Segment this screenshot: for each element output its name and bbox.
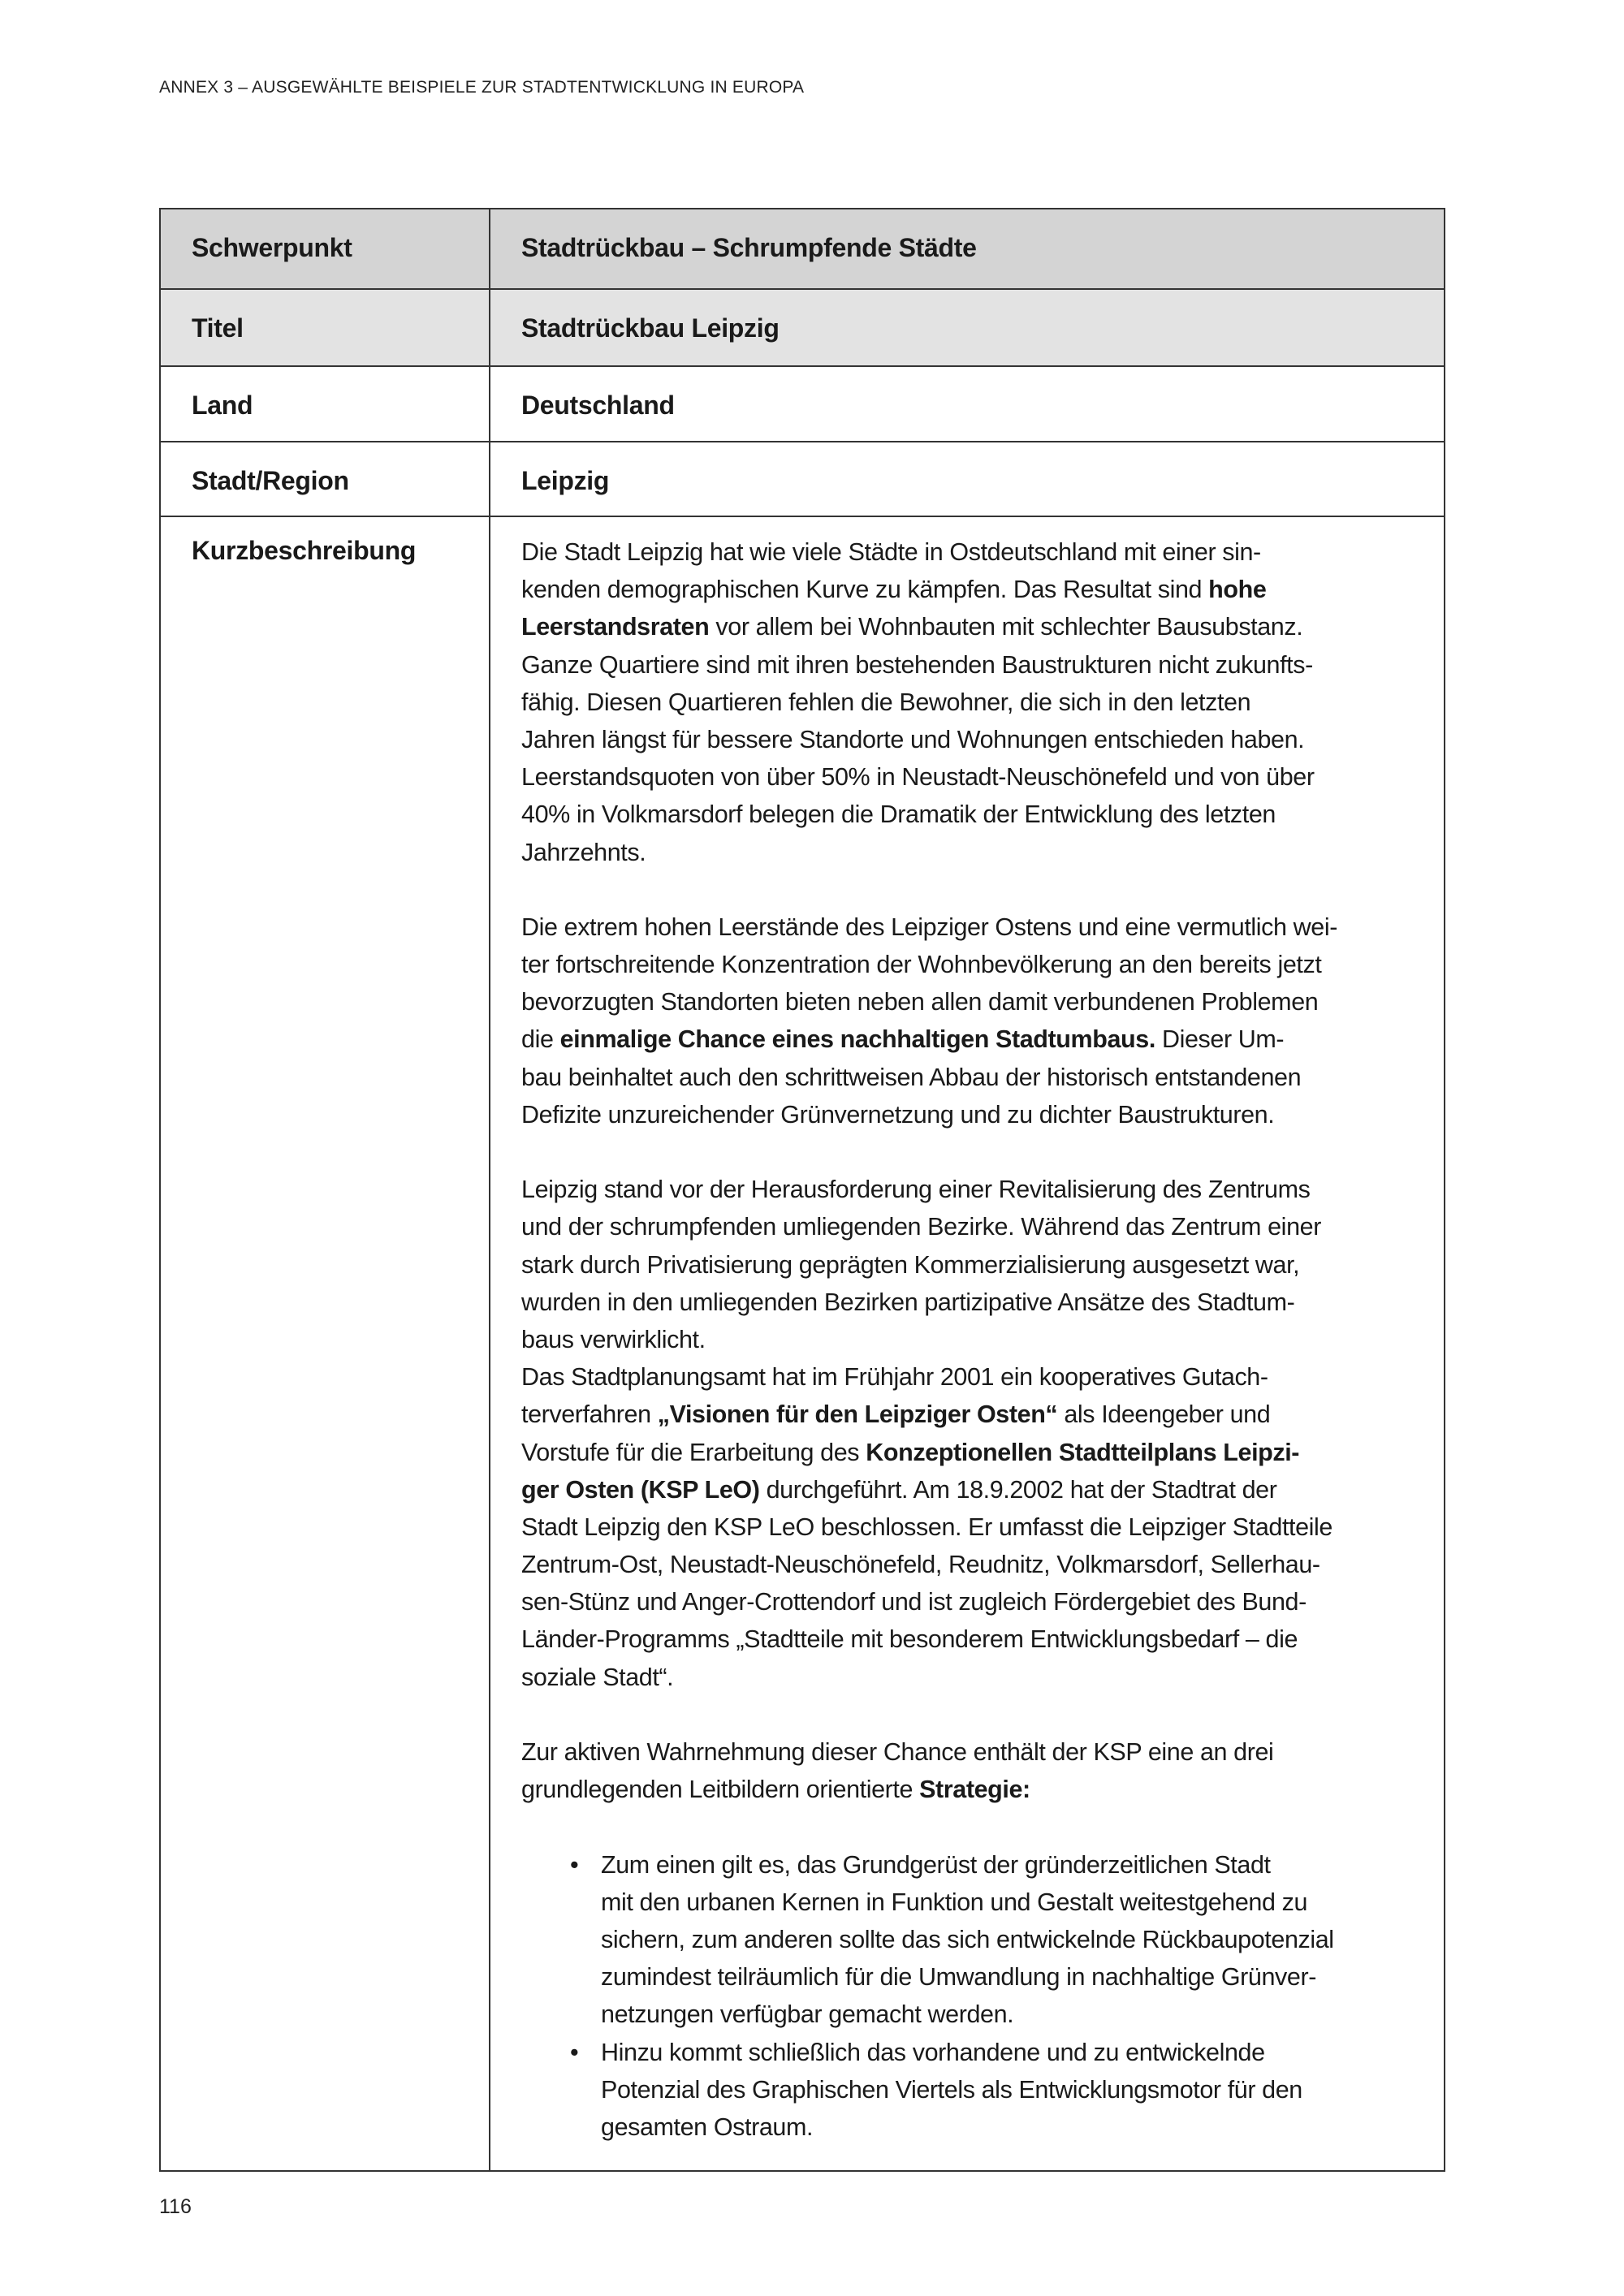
text-line <box>521 1921 1427 1958</box>
text-line <box>521 571 1427 608</box>
text-line <box>521 1284 1427 1321</box>
text: zumindest teilräumlich für die Umwandlung in nachhaltige Grünver- <box>601 1963 1316 1992</box>
text-line <box>521 1996 1427 2033</box>
text: Defizite unzureichender Grünvernetzung und zu dichter Baustrukturen. <box>521 1100 1275 1129</box>
row-stadt-region <box>161 442 1444 517</box>
text-line <box>521 1546 1427 1583</box>
row-schwerpunkt <box>161 209 1444 290</box>
text-line <box>521 1659 1427 1696</box>
text-line <box>521 1096 1427 1133</box>
text: bau beinhaltet auch den schrittweisen Abbau der historisch entstandenen <box>521 1063 1302 1091</box>
bold-text: ger Osten (KSP LeO) <box>521 1475 760 1504</box>
text: fähig. Diesen Quartieren fehlen die Bewohner, die sich in den letzten <box>521 688 1251 716</box>
text: bevorzugten Standorten bieten neben allen damit verbundenen Problemen <box>521 988 1319 1016</box>
text: Die extrem hohen Leerstände des Leipziger Ostens und eine vermutlich wei- <box>521 913 1337 941</box>
bold-text: „Visionen für den Leipziger Osten“ <box>657 1400 1058 1429</box>
text: Stadt Leipzig den KSP LeO beschlossen. Er umfasst die Leipziger Stadtteile <box>521 1513 1332 1541</box>
bullet-item-line <box>521 1846 1427 1884</box>
text-line <box>521 796 1427 833</box>
text: grundlegenden Leitbildern orientierte <box>521 1776 920 1804</box>
text: Dieser Um- <box>1155 1025 1285 1054</box>
bold-text: Konzeptionellen Stadtteilplans Leipzi- <box>866 1438 1300 1466</box>
row-label: Schwerpunkt <box>161 209 490 288</box>
text-line <box>521 1059 1427 1096</box>
text: wurden in den umliegenden Bezirken partizipative Ansätze des Stadtum- <box>521 1288 1295 1316</box>
blank-line <box>521 871 1427 908</box>
bold-text: Leerstandsraten <box>521 613 710 641</box>
text-line <box>521 1208 1427 1245</box>
text-line <box>521 721 1427 758</box>
row-land <box>161 367 1444 442</box>
text-line <box>521 1733 1427 1771</box>
text-line <box>521 1884 1427 1921</box>
text-line <box>521 1321 1427 1358</box>
text: ter fortschreitende Konzentration der Wohnbevölkerung an den bereits jetzt <box>521 951 1322 979</box>
text: Länder-Programms „Stadtteile mit besonderem Entwicklungsbedarf – die <box>521 1625 1298 1654</box>
bullet-icon: • <box>570 1850 579 1879</box>
text-line <box>521 1434 1427 1471</box>
text: Zur aktiven Wahrnehmung dieser Chance enthält der KSP eine an drei <box>521 1738 1274 1766</box>
text-line <box>521 533 1427 571</box>
blank-line <box>521 1808 1427 1845</box>
text-line <box>521 1958 1427 1996</box>
text: Ganze Quartiere sind mit ihren bestehenden Baustrukturen nicht zukunfts- <box>521 650 1313 679</box>
text: Jahren längst für bessere Standorte und Wohnungen entschieden haben. <box>521 725 1305 753</box>
text: sen-Stünz und Anger-Crottendorf und ist zugleich Fördergebiet des Bund- <box>521 1588 1307 1616</box>
text-line <box>521 983 1427 1021</box>
row-titel <box>161 290 1444 367</box>
text-line <box>521 1396 1427 1433</box>
text-line <box>521 1583 1427 1621</box>
text-line <box>521 684 1427 721</box>
text-line <box>521 758 1427 796</box>
running-header: ANNEX 3 – AUSGEWÄHLTE BEISPIELE ZUR STADTENTWICKLUNG IN EUROPA <box>159 78 805 97</box>
text-line <box>521 1358 1427 1396</box>
row-label: Stadt/Region <box>161 442 490 516</box>
text-line <box>521 908 1427 946</box>
text: als Ideengeber und <box>1057 1400 1271 1429</box>
text-line <box>521 1246 1427 1284</box>
text: vor allem bei Wohnbauten mit schlechter Bausubstanz. <box>709 613 1303 641</box>
bold-text: hohe <box>1208 576 1267 604</box>
description-text <box>521 517 1427 2146</box>
text: soziale Stadt“. <box>521 1663 674 1691</box>
text: Zentrum-Ost, Neustadt-Neuschönefeld, Reudnitz, Volkmarsdorf, Sellerhau- <box>521 1551 1320 1579</box>
blank-line <box>521 1133 1427 1171</box>
text: Leerstandsquoten von über 50% in Neustadt-Neuschönefeld und von über <box>521 763 1315 792</box>
row-value: Stadtrückbau – Schrumpfende Städte <box>521 233 977 262</box>
text: gesamten Ostraum. <box>601 2113 814 2141</box>
text: durchgeführt. Am 18.9.2002 hat der Stadtrat der <box>759 1475 1277 1504</box>
page-number: 116 <box>159 2195 192 2218</box>
text-line <box>521 1621 1427 1658</box>
blank-line <box>521 1696 1427 1733</box>
bullet-icon: • <box>570 2038 579 2066</box>
row-value: Leipzig <box>521 466 610 495</box>
text-line <box>521 608 1427 645</box>
text: netzungen verfügbar gemacht werden. <box>601 2000 1014 2029</box>
project-table <box>159 208 1445 2172</box>
text: Die Stadt Leipzig hat wie viele Städte in Ostdeutschland mit einer sin- <box>521 538 1261 566</box>
row-label: Kurzbeschreibung <box>161 517 490 2170</box>
bold-text: einmalige Chance eines nachhaltigen Stadtumbaus. <box>559 1025 1155 1054</box>
text-line <box>521 1508 1427 1546</box>
row-value: Deutschland <box>521 391 675 420</box>
text: Das Stadtplanungsamt hat im Frühjahr 2001 ein kooperatives Gutach- <box>521 1363 1268 1392</box>
text-line <box>521 946 1427 983</box>
text: terverfahren <box>521 1400 658 1429</box>
bullet-item-line <box>521 2034 1427 2071</box>
text: und der schrumpfenden umliegenden Bezirke. Während das Zentrum einer <box>521 1213 1321 1241</box>
text: Zum einen gilt es, das Grundgerüst der gründerzeitlichen Stadt <box>601 1850 1271 1879</box>
text: sichern, zum anderen sollte das sich entwickelnde Rückbaupotenzial <box>601 1925 1334 1953</box>
text-line <box>521 646 1427 684</box>
text: kenden demographischen Kurve zu kämpfen. Das Resultat sind <box>521 576 1209 604</box>
text-line <box>521 2071 1427 2108</box>
description-cell <box>490 517 1444 2170</box>
text-line <box>521 834 1427 871</box>
row-kurzbeschreibung <box>161 517 1444 2170</box>
row-label: Titel <box>161 290 490 365</box>
text-line <box>521 1771 1427 1808</box>
text: stark durch Privatisierung geprägten Kommerzialisierung ausgesetzt war, <box>521 1250 1300 1279</box>
text: Leipzig stand vor der Herausforderung einer Revitalisierung des Zentrums <box>521 1176 1311 1204</box>
text-line <box>521 1171 1427 1208</box>
text: baus verwirklicht. <box>521 1325 706 1353</box>
row-value: Stadtrückbau Leipzig <box>521 313 780 343</box>
text: Hinzu kommt schließlich das vorhandene und zu entwickelnde <box>601 2038 1265 2066</box>
text: Vorstufe für die Erarbeitung des <box>521 1438 866 1466</box>
text: Jahrzehnts. <box>521 838 646 866</box>
bold-text: Strategie: <box>919 1776 1030 1804</box>
text: 40% in Volkmarsdorf belegen die Dramatik der Entwicklung des letzten <box>521 801 1276 829</box>
text-line <box>521 1021 1427 1058</box>
text-line <box>521 2108 1427 2146</box>
text-line <box>521 1471 1427 1508</box>
text: die <box>521 1025 560 1054</box>
row-label: Land <box>161 367 490 441</box>
text: Potenzial des Graphischen Viertels als Entwicklungsmotor für den <box>601 2075 1302 2104</box>
text: mit den urbanen Kernen in Funktion und Gestalt weitestgehend zu <box>601 1888 1308 1916</box>
